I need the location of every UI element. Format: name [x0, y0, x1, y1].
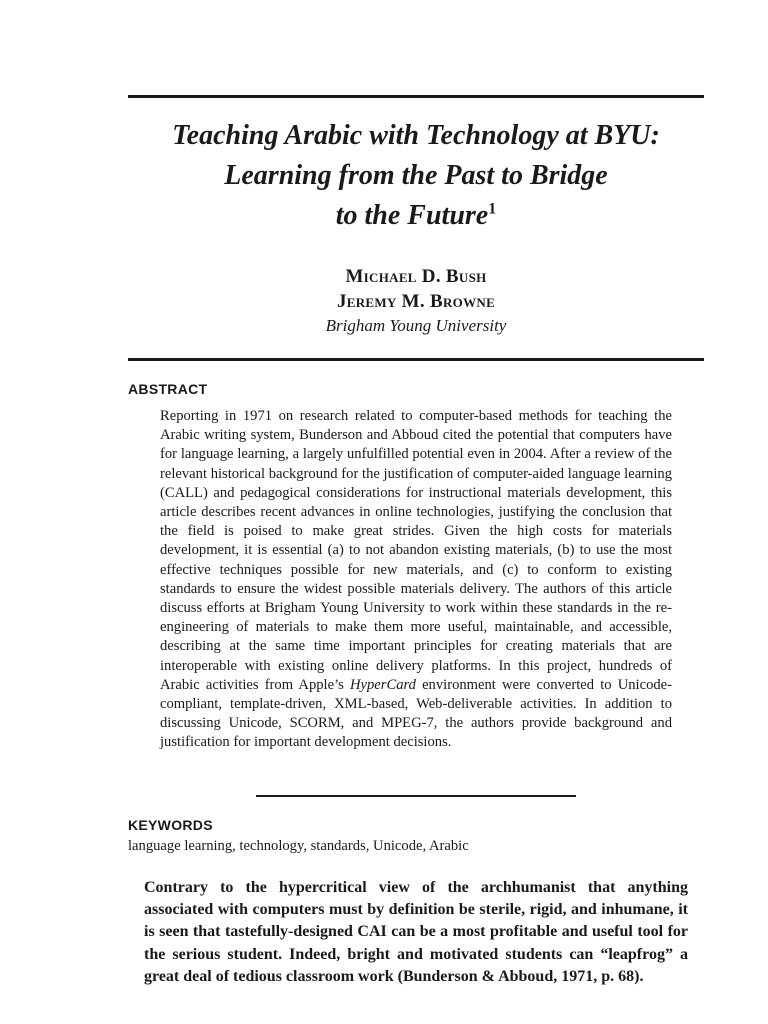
author-name: Michael D. Bush [345, 266, 487, 287]
title-line-1: Teaching Arabic with Technology at BYU: [172, 120, 660, 151]
abstract-heading: ABSTRACT [128, 381, 208, 397]
abstract-italic-term: HyperCard [349, 676, 416, 693]
abstract-text-part-2: environment were converted to Unicode-compliant, template-driven, XML-based, Web-deliverable activities. In addition to discussing Unicode, SCORM, and MPEG-7, the authors provide background and justification for important development decisions. [160, 676, 672, 751]
abstract-text [160, 407, 672, 753]
section-divider [256, 795, 576, 797]
author-block [128, 264, 704, 338]
top-rule [128, 95, 704, 98]
epigraph-quote: Contrary to the hypercritical view of the archhumanist that anything associated with computers must by definition be sterile, rigid, and inhumane, it is seen that tastefully-designed CAI can be a most profitable and useful tool for the serious student. Indeed, bright and motivated students can “leapfrog” a great deal of tedious classroom work (Bunderson & Abboud, 1971, p. 68). [144, 879, 688, 985]
header-bottom-rule [128, 358, 704, 361]
footnote-marker: 1 [488, 200, 497, 218]
abstract-text-part-1: Reporting in 1971 on research related to computer-based methods for teaching the Arabic writing system, Bunderson and Abboud cited the potential that computers have for language learning, a largely unfulfilled potential even in 2004. After a review of the relevant historical background for the justification of computer-aided language learning (CALL) and pedagogical considerations for instructional materials development, this article describes recent advances in online technologies, justifying the conclusion that the field is poised to make great strides. Given the high costs for materials development, it is essential (a) to not abandon existing materials, (b) to use the most effective techniques possible for new materials, and (c) to conform to existing standards to ensure the widest possible materials delivery. The authors of this article discuss efforts at Brigham Young University to work within these standards in the re-engineering of materials to make them more useful, maintainable, and accessible, describing at the same time important principles for creating materials that are interoperable with existing online delivery platforms. In this project, hundreds of Arabic activities from Apple’s [160, 408, 672, 693]
keywords-text: language learning, technology, standards, Unicode, Arabic [128, 838, 469, 854]
title-line-3 [128, 196, 704, 236]
author-affiliation: Brigham Young University [325, 316, 507, 335]
title-line-3-text: to the Future [335, 200, 489, 231]
keywords-heading: KEYWORDS [128, 817, 213, 833]
title-line-2: Learning from the Past to Bridge [224, 160, 608, 191]
author-name: Jeremy M. Browne [336, 291, 496, 312]
article-title [128, 116, 704, 236]
